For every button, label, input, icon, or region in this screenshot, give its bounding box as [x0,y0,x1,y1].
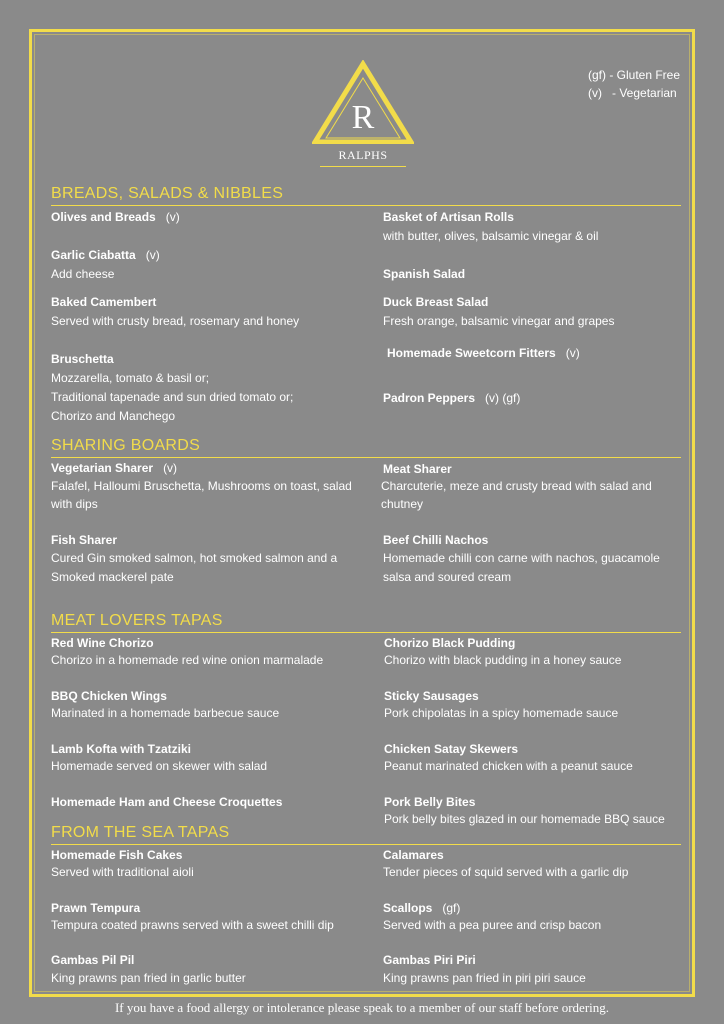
item-spanish-salad-name: Spanish Salad [383,267,466,281]
item-name: Homemade Sweetcorn Fitters [387,346,556,360]
item-fish-cakes-name: Homemade Fish Cakes [51,848,183,862]
section-title-sea: FROM THE SEA TAPAS [51,824,230,841]
item-calamares-name: Calamares [383,848,444,862]
item-calamares-desc: Tender pieces of squid served with a garlic dip [383,865,629,879]
item-red-wine-chorizo-name: Red Wine Chorizo [51,636,154,650]
logo-letter: R [351,99,375,136]
dietary-tag: (v) [165,210,180,224]
item-beef-chilli-nachos-name: Beef Chilli Nachos [383,533,489,547]
item-duck-breast-salad-desc: Fresh orange, balsamic vinegar and grapes [383,314,615,328]
desc-line: Charcuterie, meze and crusty bread with salad and [381,479,652,493]
item-scallops [383,901,460,915]
desc-line: Chorizo and Manchego [51,409,176,423]
item-name: Vegetarian Sharer [51,461,154,475]
item-artisan-rolls-name: Basket of Artisan Rolls [383,210,514,224]
item-chorizo-black-pudding-name: Chorizo Black Pudding [384,636,516,650]
item-padron-peppers [383,391,520,405]
item-chorizo-black-pudding-desc: Chorizo with black pudding in a honey sauce [384,653,622,667]
section-divider-sea [51,844,681,845]
item-name: Scallops [383,901,433,915]
section-title-breads: BREADS, SALADS & NIBBLES [51,185,284,202]
triangle-logo-icon [312,60,414,144]
dietary-tag: (v) [565,346,580,360]
item-meat-sharer-desc [381,477,652,513]
item-prawn-tempura-name: Prawn Tempura [51,901,141,915]
item-beef-chilli-nachos-desc [383,549,660,587]
item-vegetarian-sharer [51,461,177,475]
legend-gluten-free: (gf) - Gluten Free [588,68,681,82]
desc-line: with dips [51,497,98,511]
logo-underline [320,166,406,167]
item-ham-cheese-croquettes-name: Homemade Ham and Cheese Croquettes [51,795,283,809]
legend-vegetarian: (v) - Vegetarian [588,86,677,100]
item-pork-belly-bites-name: Pork Belly Bites [384,795,476,809]
item-artisan-rolls-desc: with butter, olives, balsamic vinegar & oil [383,229,599,243]
item-name: Olives and Breads [51,210,156,224]
item-baked-camembert-name: Baked Camembert [51,295,157,309]
section-divider-meat [51,632,681,633]
desc-line: chutney [381,497,424,511]
item-sticky-sausages-desc: Pork chipolatas in a spicy homemade sauce [384,706,619,720]
dietary-tag: (gf) [442,901,461,915]
dietary-tag: (v) (gf) [485,391,521,405]
item-red-wine-chorizo-desc: Chorizo in a homemade red wine onion marmalade [51,653,324,667]
item-garlic-ciabatta [51,248,160,262]
item-gambas-pil-pil-name: Gambas Pil Pil [51,953,135,967]
item-garlic-ciabatta-desc: Add cheese [51,267,115,281]
item-lamb-kofta-desc: Homemade served on skewer with salad [51,759,268,773]
desc-line: Traditional tapenade and sun dried tomato or; [51,390,294,404]
item-pork-belly-bites-desc: Pork belly bites glazed in our homemade BBQ sauce [384,812,665,826]
item-chicken-satay-desc: Peanut marinated chicken with a peanut sauce [384,759,633,773]
section-divider-breads [51,205,681,206]
item-scallops-desc: Served with a pea puree and crisp bacon [383,918,602,932]
dietary-tag: (v) [145,248,160,262]
item-lamb-kofta-name: Lamb Kofta with Tzatziki [51,742,192,756]
section-divider-sharing [51,457,681,458]
item-sticky-sausages-name: Sticky Sausages [384,689,479,703]
dietary-tag: (v) [163,461,178,475]
section-title-meat: MEAT LOVERS TAPAS [51,612,223,629]
item-gambas-piri-piri-desc: King prawns pan fried in piri piri sauce [383,971,586,985]
item-name: Garlic Ciabatta [51,248,136,262]
item-sweetcorn-fitters [387,346,580,360]
desc-line: Falafel, Halloumi Bruschetta, Mushrooms on toast, salad [51,479,352,493]
item-bbq-chicken-wings-desc: Marinated in a homemade barbecue sauce [51,706,280,720]
item-gambas-piri-piri-name: Gambas Piri Piri [383,953,476,967]
item-fish-cakes-desc: Served with traditional aioli [51,865,194,879]
item-fish-sharer-desc [51,549,337,587]
allergy-notice: If you have a food allergy or intolerance please speak to a member of our staff before ordering. [114,1000,610,1015]
item-chicken-satay-name: Chicken Satay Skewers [384,742,519,756]
item-meat-sharer-name: Meat Sharer [383,462,452,476]
desc-line: Smoked mackerel pate [51,570,174,584]
logo-name: RALPHS [338,148,388,162]
desc-line: salsa and soured cream [383,570,512,584]
ralphs-logo [312,60,414,170]
item-duck-breast-salad-name: Duck Breast Salad [383,295,489,309]
item-name: Padron Peppers [383,391,476,405]
item-bbq-chicken-wings-name: BBQ Chicken Wings [51,689,167,703]
item-prawn-tempura-desc: Tempura coated prawns served with a sweet chilli dip [51,918,334,932]
item-gambas-pil-pil-desc: King prawns pan fried in garlic butter [51,971,246,985]
item-vegetarian-sharer-desc [51,477,352,513]
item-olives-and-breads [51,210,180,224]
item-baked-camembert-desc: Served with crusty bread, rosemary and honey [51,314,300,328]
item-fish-sharer-name: Fish Sharer [51,533,118,547]
desc-line: Homemade chilli con carne with nachos, guacamole [383,551,660,565]
section-title-sharing: SHARING BOARDS [51,437,201,454]
dietary-legend [588,66,680,102]
item-bruschetta-name: Bruschetta [51,352,114,366]
desc-line: Mozzarella, tomato & basil or; [51,371,210,385]
desc-line: Cured Gin smoked salmon, hot smoked salmon and a [51,551,338,565]
item-bruschetta-desc [51,369,293,426]
